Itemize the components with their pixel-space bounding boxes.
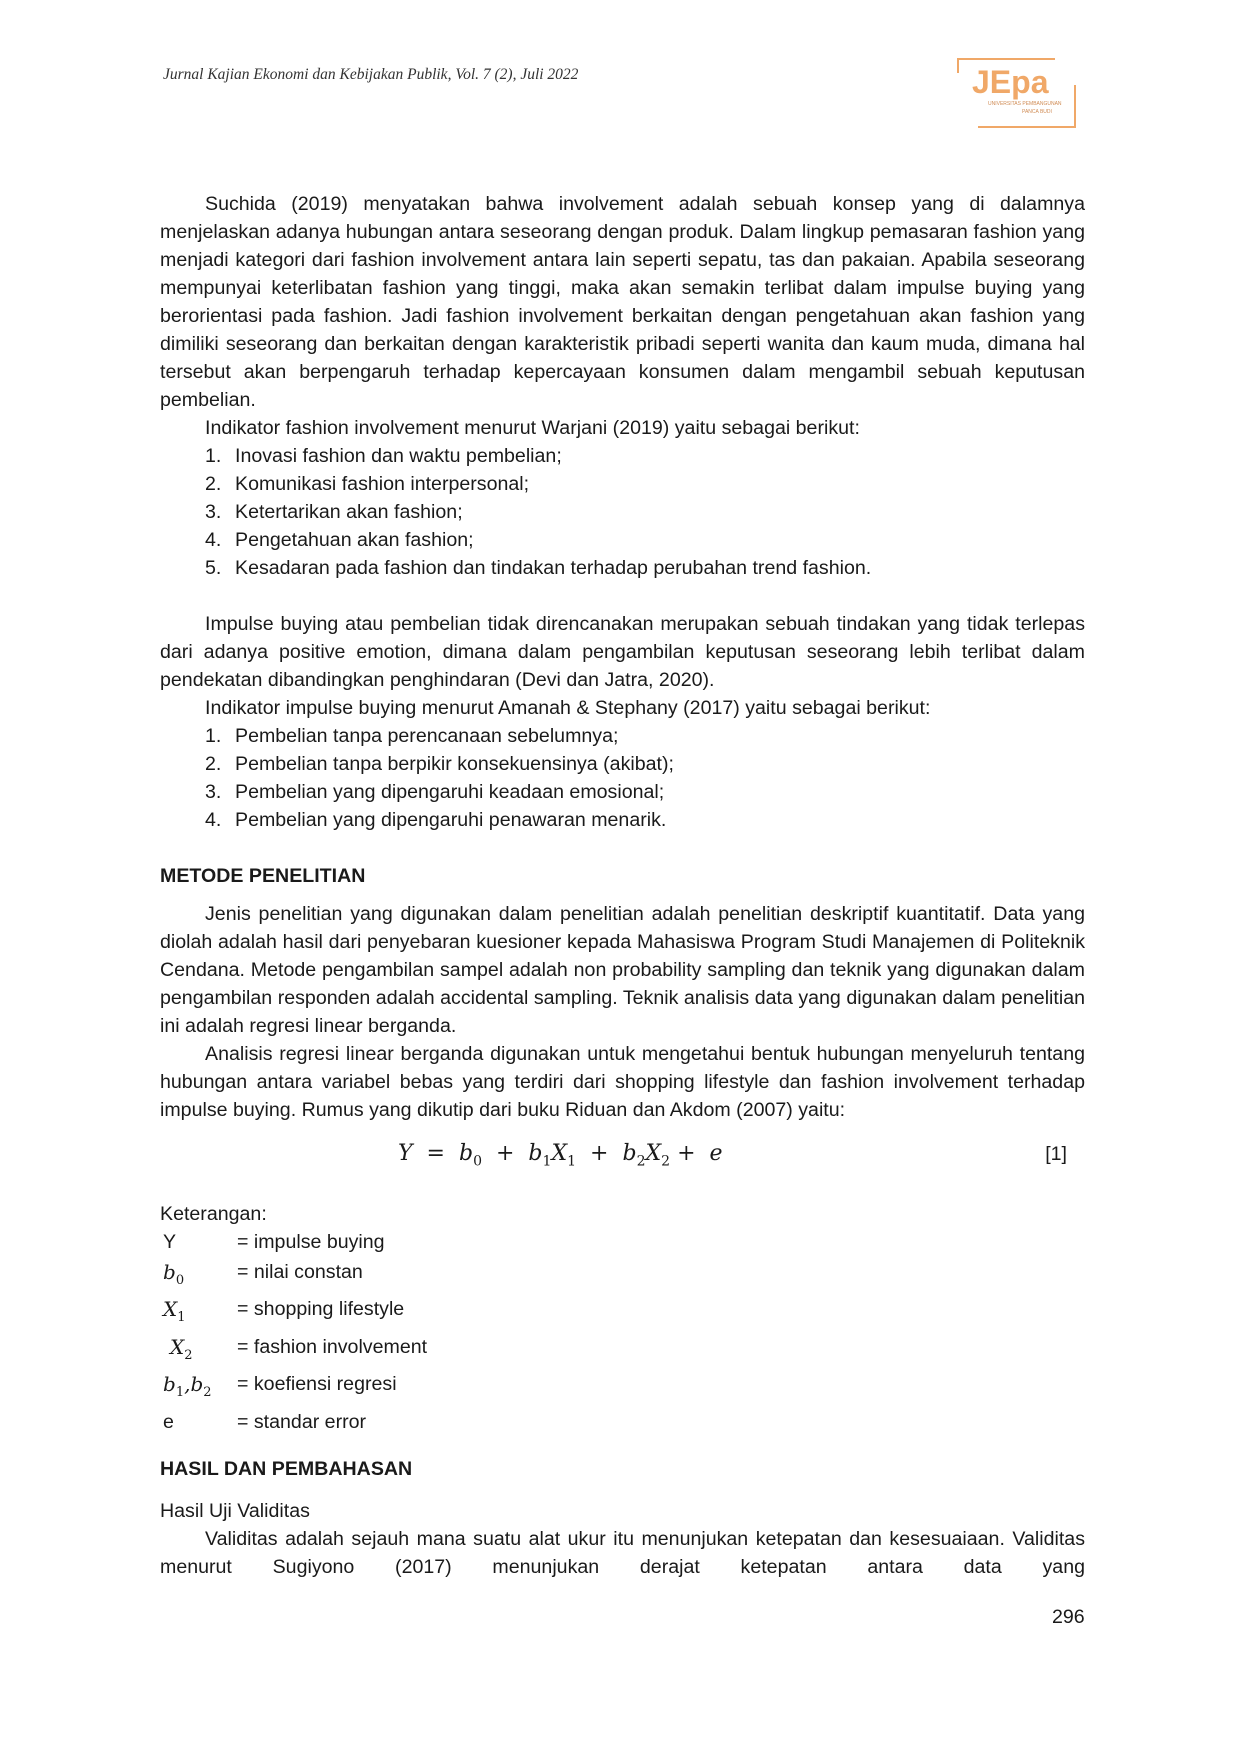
equation-number: [1] bbox=[1045, 1143, 1067, 1165]
list-item: 2. Pembelian tanpa berpikir konsekuensinya (akibat); bbox=[205, 753, 674, 775]
section-heading-metode: METODE PENELITIAN bbox=[160, 865, 366, 887]
logo-subtitle-2: PANCA BUDI bbox=[1022, 109, 1052, 115]
paragraph-validitas: Validitas adalah sejauh mana suatu alat ukur itu menunjukan ketepatan dan kesesuaiaan. Validitas menurut Sugiyono (2017) menunjukan derajat ketepatan antara data yang bbox=[160, 1528, 1085, 1578]
journal-header: Jurnal Kajian Ekonomi dan Kebijakan Publik, Vol. 7 (2), Juli 2022 bbox=[163, 66, 579, 83]
page-body bbox=[160, 190, 1085, 1581]
legend-row: $X_1$ = shopping lifestyle bbox=[163, 1297, 405, 1325]
list-item: 3. Pembelian yang dipengaruhi keadaan emosional; bbox=[205, 781, 665, 803]
legend-row: e = standar error bbox=[163, 1410, 367, 1433]
fashion-involvement-indicators bbox=[160, 442, 1085, 582]
page-number: 296 bbox=[1052, 1606, 1085, 1628]
list-item: 5. Kesadaran pada fashion dan tindakan terhadap perubahan trend fashion. bbox=[205, 557, 872, 579]
jepa-logo bbox=[950, 55, 1105, 130]
equation-formula: $Y = b_0 + b_1X_1 + b_2X_2 + e$ bbox=[398, 1141, 723, 1170]
paragraph-regresi: Analisis regresi linear berganda digunakan untuk mengetahui bentuk hubungan menyeluruh tentang hubungan antara variabel bebas yang terdiri dari shopping lifestyle dan fashion involvement terhadap impulse buying. Rumus yang dikutip dari buku Riduan dan Akdom (2007) yaitu: bbox=[160, 1043, 1085, 1121]
section-heading-hasil: HASIL DAN PEMBAHASAN bbox=[160, 1458, 413, 1480]
list-item: 1. Inovasi fashion dan waktu pembelian; bbox=[205, 445, 562, 467]
logo-text: JEpa bbox=[972, 64, 1049, 100]
paragraph-involvement: Suchida (2019) menyatakan bahwa involvement adalah sebuah konsep yang di dalamnya menjelaskan adanya hubungan antara seseorang dengan produk. Dalam lingkup pemasaran fashion yang menjadi kategori dari fashion involvement antara lain seperti sepatu, tas dan pakaian. Apabila seseorang mempunyai keterlibatan fashion yang tinggi, maka akan semakin terlibat dalam impulse buying yang berorientasi pada fashion. Jadi fashion involvement berkaitan dengan pengetahuan akan fashion yang dimiliki seseorang dan berkaitan dengan karakteristik pribadi seperti wanita dan kaum muda, dimana hal tersebut akan berpengaruh terhadap kepercayaan konsumen dalam mengambil sebuah keputusan pembelian. bbox=[160, 193, 1085, 411]
list-item: 1. Pembelian tanpa perencanaan sebelumnya; bbox=[205, 725, 619, 747]
legend-row: $X_2$ = fashion involvement bbox=[170, 1334, 428, 1363]
legend-row: Y = impulse buying bbox=[163, 1231, 385, 1253]
legend-row: $b_0$ = nilai constan bbox=[163, 1259, 363, 1288]
legend-row: $b_1,b_2$ = koefiensi regresi bbox=[163, 1372, 397, 1400]
paragraph-metode: Jenis penelitian yang digunakan dalam penelitian adalah penelitian deskriptif kuantitatif. Data yang diolah adalah hasil dari penyebaran kuesioner kepada Mahasiswa Program Studi Manajemen di Politeknik Cendana. Metode pengambilan sampel adalah non probability sampling dan teknik yang digunakan dalam pengambilan responden adalah accidental sampling. Teknik analisis data yang digunakan dalam penelitian ini adalah regresi linear berganda. bbox=[160, 903, 1085, 1037]
logo-subtitle-1: UNIVERSITAS PEMBANGUNAN bbox=[988, 101, 1062, 107]
list-item: 4. Pengetahuan akan fashion; bbox=[205, 529, 474, 551]
impulse-buying-indicators bbox=[160, 722, 1085, 834]
variable-legend bbox=[160, 1228, 1085, 1437]
list-item: 3. Ketertarikan akan fashion; bbox=[205, 501, 463, 523]
list-intro-fashion-involvement: Indikator fashion involvement menurut Warjani (2019) yaitu sebagai berikut: bbox=[205, 417, 860, 439]
list-item: 4. Pembelian yang dipengaruhi penawaran menarik. bbox=[205, 809, 667, 831]
regression-equation bbox=[160, 1138, 1085, 1174]
list-item: 2. Komunikasi fashion interpersonal; bbox=[205, 473, 530, 495]
subheading-validitas: Hasil Uji Validitas bbox=[160, 1500, 310, 1522]
paragraph-impulse-buying: Impulse buying atau pembelian tidak direncanakan merupakan sebuah tindakan yang tidak terlepas dari adanya positive emotion, dimana dalam pengambilan keputusan seseorang lebih terlibat dalam pendekatan dibandingkan penghindaran (Devi dan Jatra, 2020). bbox=[160, 613, 1085, 691]
list-intro-impulse-buying: Indikator impulse buying menurut Amanah & Stephany (2017) yaitu sebagai berikut: bbox=[205, 697, 931, 719]
keterangan-label: Keterangan: bbox=[160, 1203, 267, 1225]
